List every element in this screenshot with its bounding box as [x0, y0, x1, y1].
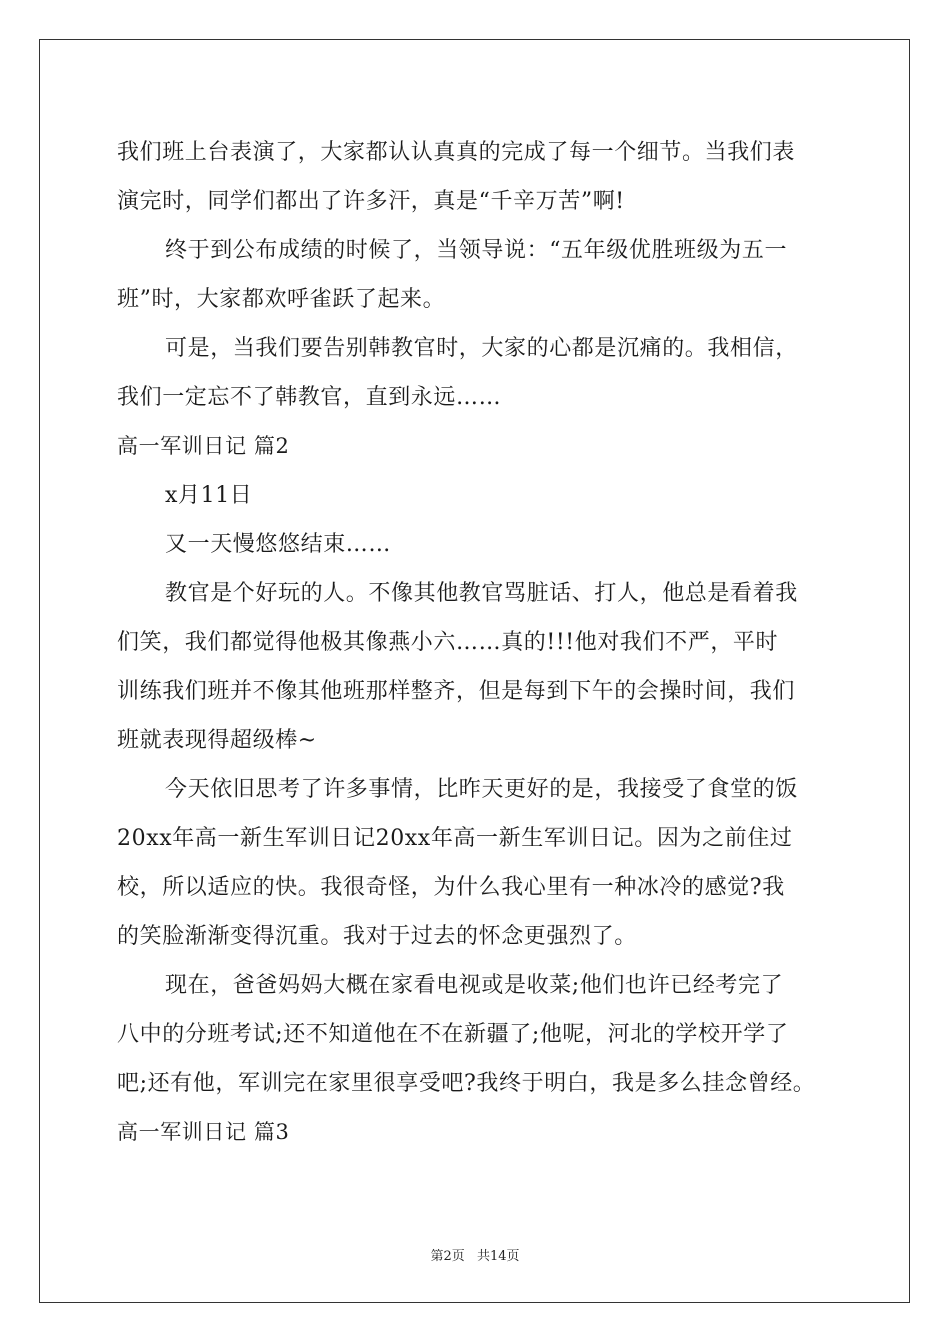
text-line: 今天依旧思考了许多事情，比昨天更好的是，我接受了食堂的饭 — [165, 777, 798, 802]
text-line: x月11日 — [165, 483, 253, 508]
text-line: 吧;还有他，军训完在家里很享受吧?我终于明白，我是多么挂念曾经。 — [117, 1071, 816, 1096]
text-line: 们笑，我们都觉得他极其像燕小六……真的!!!他对我们不严，平时 — [117, 630, 779, 655]
page-total: 共14页 — [476, 1249, 520, 1264]
text-line: 教官是个好玩的人。不像其他教官骂脏话、打人，他总是看着我 — [165, 581, 798, 606]
text-line: 的笑脸渐渐变得沉重。我对于过去的怀念更强烈了。 — [117, 924, 637, 949]
text-line: 现在，爸爸妈妈大概在家看电视或是收菜;他们也许已经考完了 — [165, 973, 784, 998]
text-line: 我们一定忘不了韩教官，直到永远…… — [117, 385, 502, 410]
page-number: 第2页 — [430, 1249, 465, 1264]
text-line: 我们班上台表演了，大家都认认真真的完成了每一个细节。当我们表 — [117, 140, 796, 165]
text-line: 20xx年高一新生军训日记20xx年高一新生军训日记。因为之前住过 — [117, 826, 793, 851]
text-line: 训练我们班并不像其他班那样整齐，但是每到下午的会操时间，我们 — [117, 679, 796, 704]
page-footer — [0, 1245, 950, 1264]
text-line: 班就表现得超级棒~ — [117, 728, 317, 753]
text-line: 班”时，大家都欢呼雀跃了起来。 — [117, 287, 446, 312]
text-line: 终于到公布成绩的时候了，当领导说：“五年级优胜班级为五一 — [165, 238, 788, 263]
text-line: 又一天慢悠悠结束…… — [165, 532, 392, 557]
text-line: 演完时，同学们都出了许多汗，真是“千辛万苦”啊! — [117, 189, 625, 214]
text-line: 可是，当我们要告别韩教官时，大家的心都是沉痛的。我相信， — [165, 336, 798, 361]
text-line: 八中的分班考试;还不知道他在不在新疆了;他呢，河北的学校开学了 — [117, 1022, 789, 1047]
section-heading: 高一军训日记 篇2 — [117, 434, 290, 458]
text-line: 校，所以适应的快。我很奇怪，为什么我心里有一种冰冷的感觉?我 — [117, 875, 785, 900]
document-body — [117, 128, 837, 1157]
section-heading: 高一军训日记 篇3 — [117, 1120, 290, 1144]
